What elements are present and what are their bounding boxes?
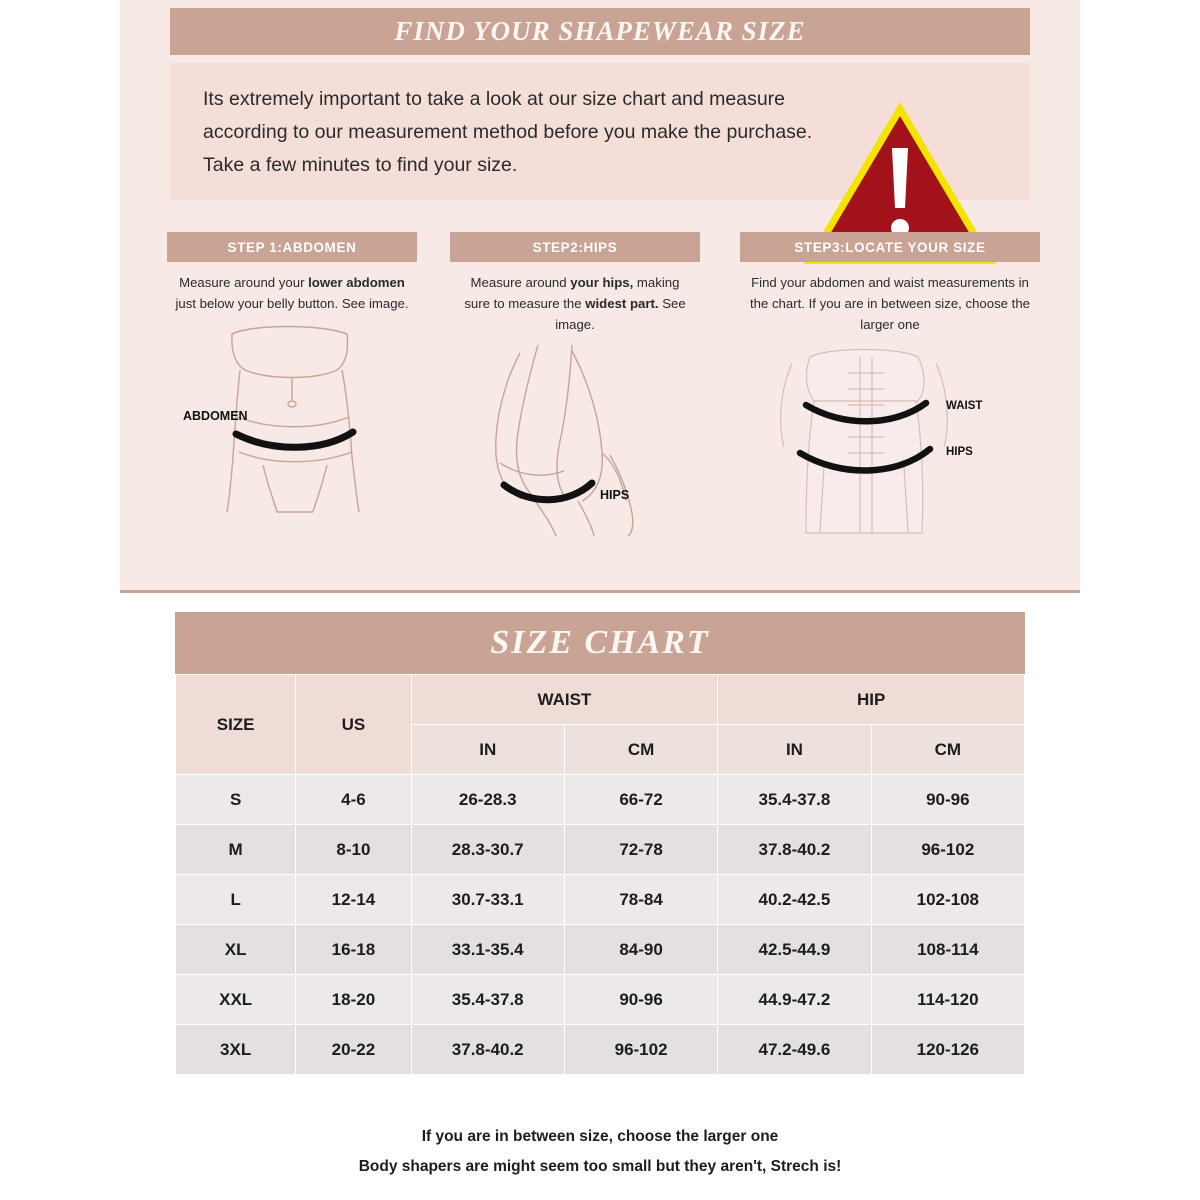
header-hip-in: IN [718,725,871,775]
cell-us: 20-22 [296,1025,411,1075]
cell-size: L [176,875,296,925]
cell-waist-in: 35.4-37.8 [411,975,564,1025]
table-row [176,925,1025,975]
cell-hip-in: 44.9-47.2 [718,975,871,1025]
step-2-description [450,272,700,335]
section-divider [120,590,1080,593]
cell-us: 16-18 [296,925,411,975]
intro-box [170,63,1030,200]
cell-waist-cm: 72-78 [564,825,717,875]
table-row [176,825,1025,875]
step-2 [450,232,700,538]
table-row [176,975,1025,1025]
size-chart-table [175,674,1025,1075]
page-title-bar [170,8,1030,55]
abdomen-measure-illustration [177,322,407,517]
note-stretch: Body shapers are might seem too small but they aren't, Strech is! [358,1158,842,1175]
cell-hip-in: 35.4-37.8 [718,775,871,825]
cell-waist-in: 26-28.3 [411,775,564,825]
cell-hip-in: 42.5-44.9 [718,925,871,975]
cell-waist-in: 30.7-33.1 [411,875,564,925]
page-title: FIND YOUR SHAPEWEAR SIZE [394,16,806,46]
size-chart-title: SIZE CHART [175,612,1025,674]
table-row [176,775,1025,825]
step-1 [167,232,417,517]
cell-waist-cm: 90-96 [564,975,717,1025]
cell-size: XXL [176,975,296,1025]
step-3-figure-label-hips: HIPS [946,446,973,458]
header-size: SIZE [176,675,296,775]
cell-size: 3XL [176,1025,296,1075]
step-1-figure [167,322,417,517]
header-hip-cm: CM [871,725,1024,775]
step-1-figure-label: ABDOMEN [183,409,248,423]
intro-text: Its extremely important to take a look at our size chart and measure according to our measurement method before you make the purchase. Take a few minutes to find your size. [203,88,813,176]
header-waist: WAIST [411,675,718,725]
step-3-figure-label-waist: WAIST [946,400,983,412]
cell-us: 8-10 [296,825,411,875]
table-header-row-groups [176,675,1025,725]
step-2-desc-bold-1: your hips, [570,275,634,290]
step-3-header: STEP3:LOCATE YOUR SIZE [740,232,1040,262]
shapewear-measure-illustration [750,343,1030,538]
table-row [176,1025,1025,1075]
step-1-description [167,272,417,314]
cell-size: M [176,825,296,875]
cell-waist-cm: 96-102 [564,1025,717,1075]
cell-waist-in: 37.8-40.2 [411,1025,564,1075]
step-3-figure [740,343,1040,538]
size-chart-section [175,612,1025,1075]
header-waist-cm: CM [564,725,717,775]
cell-size: XL [176,925,296,975]
top-panel [120,0,1080,592]
step-1-header: STEP 1:ABDOMEN [167,232,417,262]
step-2-header: STEP2:HIPS [450,232,700,262]
cell-us: 12-14 [296,875,411,925]
cell-us: 18-20 [296,975,411,1025]
cell-hip-in: 47.2-49.6 [718,1025,871,1075]
cell-hip-in: 37.8-40.2 [718,825,871,875]
cell-waist-cm: 84-90 [564,925,717,975]
step-2-desc-post: See image. [555,296,686,332]
step-2-figure-label: HIPS [600,488,630,502]
cell-waist-cm: 66-72 [564,775,717,825]
step-1-desc-mid: just below your belly button. See image. [175,296,409,311]
note-between-size: If you are in between size, choose the larger one [421,1128,779,1145]
step-2-figure [450,343,700,538]
step-2-desc-pre: Measure around [470,275,571,290]
step-3-description: Find your abdomen and waist measurements in the chart. If you are in between size, choose the larger one [749,275,1031,332]
header-hip: HIP [718,675,1025,725]
cell-us: 4-6 [296,775,411,825]
steps-section [160,232,1050,572]
cell-waist-in: 33.1-35.4 [411,925,564,975]
cell-hip-cm: 120-126 [871,1025,1024,1075]
table-row [176,875,1025,925]
footer-notes [175,1122,1025,1182]
cell-size: S [176,775,296,825]
cell-hip-cm: 114-120 [871,975,1024,1025]
cell-hip-cm: 90-96 [871,775,1024,825]
header-waist-in: IN [411,725,564,775]
cell-hip-cm: 108-114 [871,925,1024,975]
cell-waist-cm: 78-84 [564,875,717,925]
step-2-desc-mid: making sure to measure the [464,275,680,311]
cell-hip-cm: 102-108 [871,875,1024,925]
hips-measure-illustration [460,343,690,538]
step-2-desc-bold-2: widest part. [585,296,659,311]
step-1-desc-bold: lower abdomen [308,275,405,290]
step-1-desc-pre: Measure around your [179,275,309,290]
cell-waist-in: 28.3-30.7 [411,825,564,875]
header-us: US [296,675,411,775]
cell-hip-in: 40.2-42.5 [718,875,871,925]
step-3 [740,232,1040,538]
cell-hip-cm: 96-102 [871,825,1024,875]
